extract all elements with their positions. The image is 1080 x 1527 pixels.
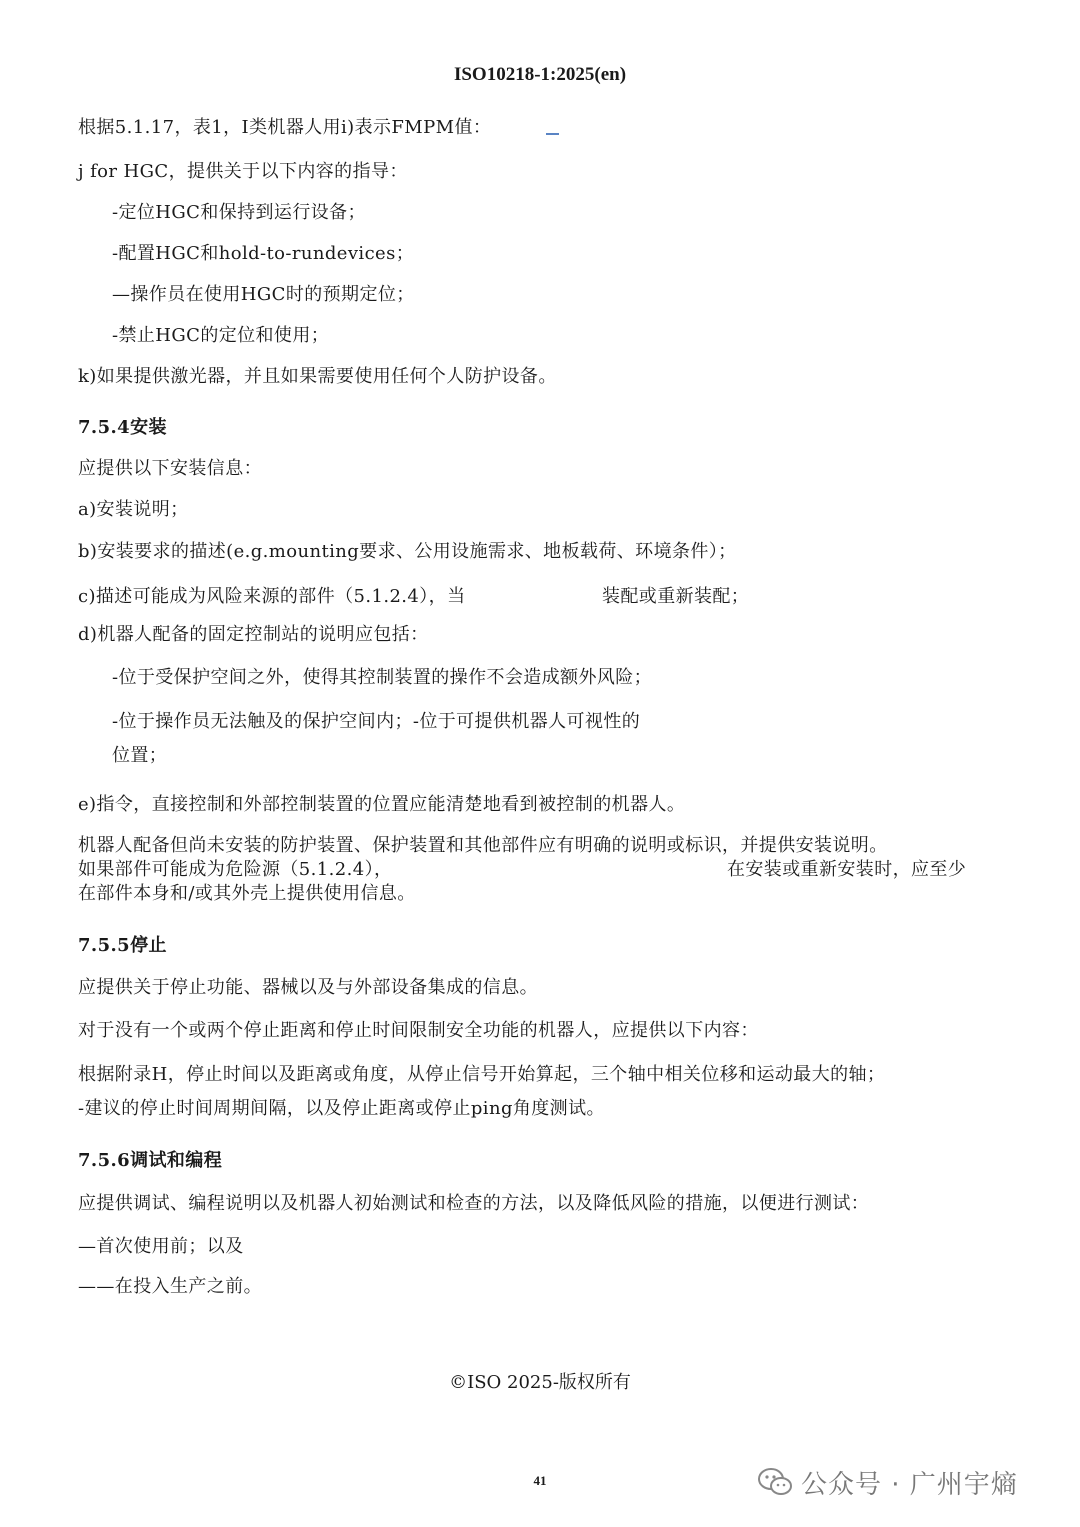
page-number: 41: [533, 1473, 547, 1488]
text-line: 根据附录H，停止时间以及距离或角度，从停止信号开始算起，三个轴中相关位移和运动最大的轴；: [78, 1064, 886, 1085]
text-line: 机器人配备但尚未安装的防护装置、保护装置和其他部件应有明确的说明或标识，并提供安装说明。: [78, 835, 888, 856]
text-line: 在安装或重新安装时，应至少: [727, 859, 967, 880]
text-line: a)安装说明；: [78, 499, 189, 520]
text-line: k)如果提供激光器，并且如果需要使用任何个人防护设备。: [78, 366, 557, 387]
text-line: -建议的停止时间周期间隔，以及停止距离或停止ping角度测试。: [78, 1098, 605, 1119]
text-line: c)描述可能成为风险来源的部件（5.1.2.4），当: [78, 586, 466, 607]
text-line: e)指令，直接控制和外部控制装置的位置应能清楚地看到被控制的机器人。: [78, 794, 686, 815]
text-line: 根据5.1.17，表1，I类机器人用i)表示FMPM值：: [78, 117, 492, 138]
list-item: -配置HGC和hold-to-rundevices；: [112, 243, 415, 264]
text-line: 对于没有一个或两个停止距离和停止时间限制安全功能的机器人，应提供以下内容：: [78, 1020, 759, 1041]
list-item: -定位HGC和保持到运行设备；: [112, 202, 366, 223]
copyright-footer: ©ISO 2025-版权所有: [449, 1372, 631, 1393]
text-line: 在部件本身和/或其外壳上提供使用信息。: [78, 883, 416, 904]
text-line: 如果部件可能成为危险源（5.1.2.4），: [78, 859, 393, 880]
text-line: ——在投入生产之前。: [78, 1276, 262, 1297]
watermark-text: 公众号 · 广州宇熵: [801, 1469, 1018, 1500]
watermark: [757, 1462, 1018, 1502]
blue-underline-mark: [546, 133, 559, 135]
text-line: d)机器人配备的固定控制站的说明应包括：: [78, 624, 429, 645]
text-line: —首次使用前；以及: [78, 1236, 244, 1257]
list-item: -禁止HGC的定位和使用；: [112, 325, 330, 346]
section-heading: 7.5.4安装: [78, 417, 167, 438]
text-line: 应提供关于停止功能、器械以及与外部设备集成的信息。: [78, 977, 538, 998]
list-item: -位于受保护空间之外，使得其控制装置的操作不会造成额外风险；: [112, 667, 653, 688]
list-item: -位于操作员无法触及的保护空间内；-位于可提供机器人可视性的: [112, 711, 641, 732]
text-line: 应提供调试、编程说明以及机器人初始测试和检查的方法，以及降低风险的措施，以便进行测试：: [78, 1193, 870, 1214]
wechat-icon: [757, 1467, 793, 1497]
text-line: 应提供以下安装信息：: [78, 458, 262, 479]
text-line: j for HGC，提供关于以下内容的指导：: [78, 161, 408, 182]
document-header: ISO10218-1:2025(en): [453, 64, 627, 85]
section-heading: 7.5.6调试和编程: [78, 1150, 223, 1171]
text-line: b)安装要求的描述(e.g.mounting要求、公用设施需求、地板载荷、环境条件）；: [78, 541, 737, 562]
list-item: 位置；: [112, 745, 168, 766]
text-line: 装配或重新装配；: [602, 586, 750, 607]
list-item: —操作员在使用HGC时的预期定位；: [112, 284, 415, 305]
section-heading: 7.5.5停止: [78, 935, 167, 956]
